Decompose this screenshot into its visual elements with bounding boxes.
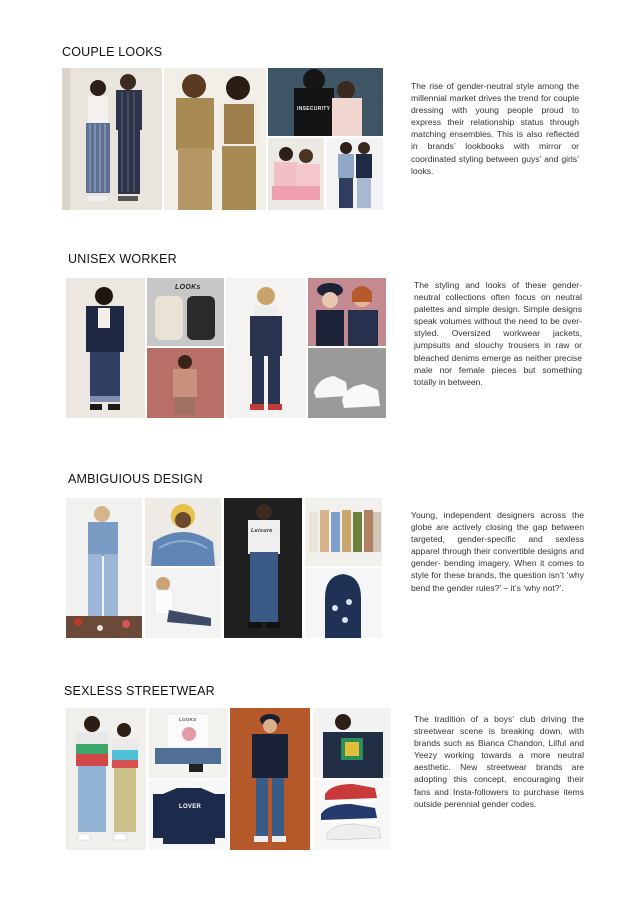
photo-denim-flowers	[66, 498, 142, 638]
bag-label-text: LOOKs	[175, 284, 201, 291]
photo-group-lineup	[305, 498, 382, 566]
photo-pink-sweats	[268, 138, 324, 210]
photo-rust-jacket	[147, 348, 224, 418]
photo-denim-couple	[326, 138, 383, 210]
hoodie-print-text: INSECURITY	[297, 106, 331, 112]
photo-hooded-denim	[305, 568, 382, 638]
photo-graphic-tee	[149, 708, 228, 778]
tshirt-print-text: Leisure	[251, 528, 273, 534]
photo-backpacks	[147, 278, 224, 346]
photo-jumpsuit	[226, 278, 306, 418]
photo-couple-stripes	[62, 68, 162, 210]
photo-navy-sweater	[149, 780, 228, 850]
tee-print-text: LOOKS	[179, 717, 197, 722]
photo-sneakers-stack	[313, 780, 391, 850]
photo-navy-jacket	[66, 278, 145, 418]
section-body-text: The rise of gender-neutral style among the millennial market drives the trend for couple dressing with young people proud to express their relationship status through matching ensembles. This is also reflected in brands’ lookbooks with mirror or coordinated styling between guys’ and girls’ looks.	[411, 81, 579, 176]
photo-rust-backdrop	[230, 708, 310, 850]
photo-ruffle-denim	[145, 498, 221, 566]
section-title: SEXLESS STREETWEAR	[64, 684, 215, 698]
photo-bucket-hat	[308, 278, 386, 346]
section-body-text: The tradition of a boys’ club driving the streetwear scene is breaking down, with brands such as Bianca Chandon, Lilful and Yeezy working towards a more neutral aesthetic. New streetwear brands are adopting this concept, encouraging their fans and Insta-followers to purchase items outside perennial gender codes.	[414, 714, 584, 809]
section-title: COUPLE LOOKS	[62, 45, 163, 59]
photo-couple-khaki	[164, 68, 266, 210]
sweater-print-text: LOVER	[179, 804, 202, 810]
photo-seated-figure	[145, 568, 221, 638]
section-body-text: The styling and looks of these gender-neutral collections often focus on neutral palettes and simple design. Simple designs speak volumes without the need to be over-styled. Oversized workwear jackets, jumpsuits and slouchy trousers in raw or bleached denims emerge as neither precise male nor female pieces but something totally in between.	[414, 280, 582, 387]
section-title: UNISEX WORKER	[68, 252, 177, 266]
photo-leisure-tee	[224, 498, 302, 638]
photo-patterned-sweater	[313, 708, 391, 778]
section-title: AMBIGUIOUS DESIGN	[68, 472, 203, 486]
photo-white-sneakers	[308, 348, 386, 418]
photo-hoodie-back	[268, 68, 383, 136]
section-body-text: Young, independent designers across the globe are actively closing the gap between targeted, gender-specific and sexless apparel through their convertible designs and gender- bending imagery. When it comes to style for these brands, the question isn’t ‘why bend the gender rules?’ – it’s ‘why not?’.	[411, 510, 584, 593]
photo-striped-sweaters	[66, 708, 146, 850]
